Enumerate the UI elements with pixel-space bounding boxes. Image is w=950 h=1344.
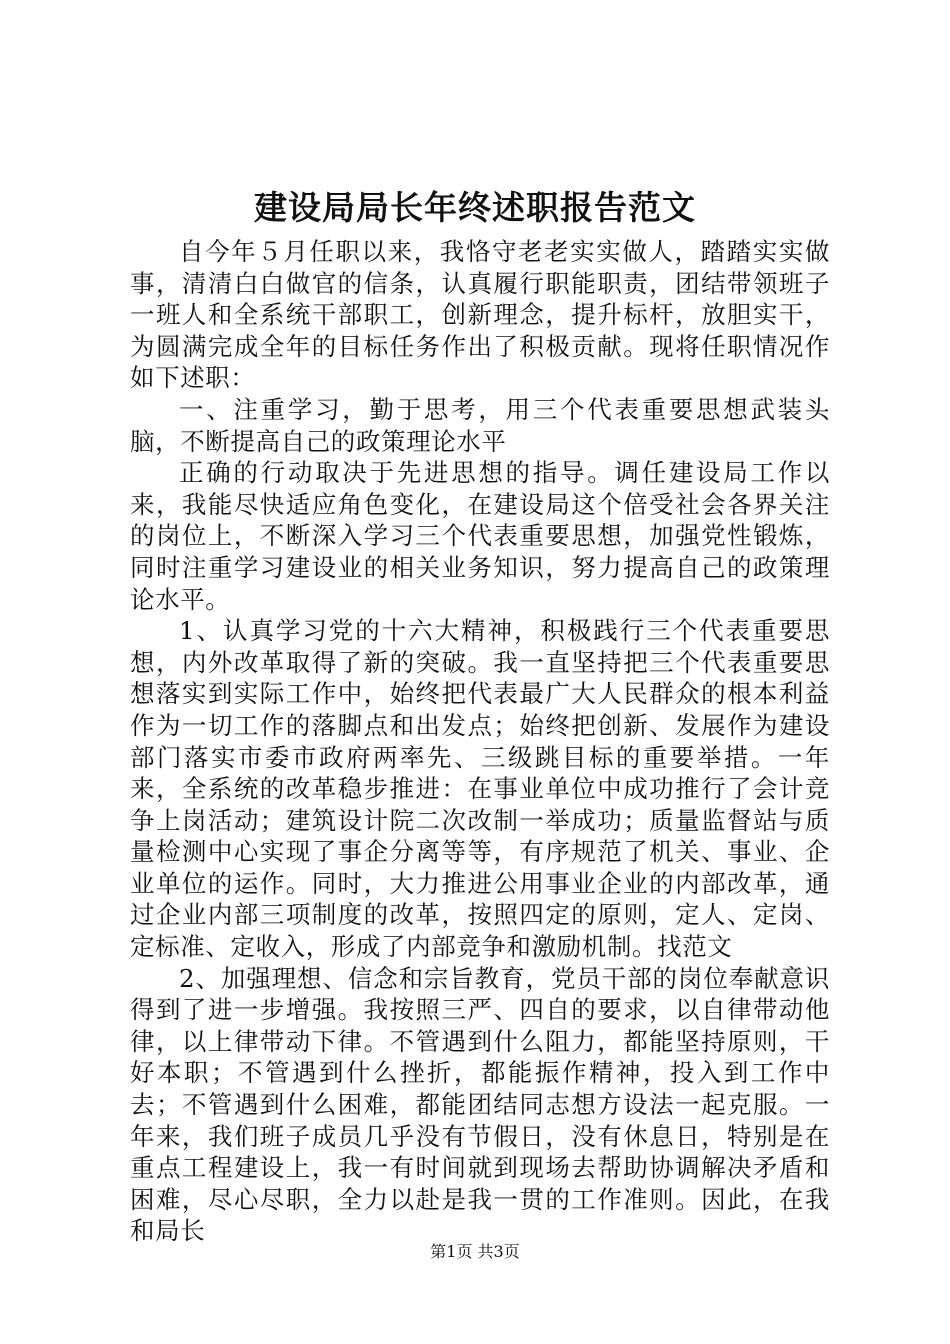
paragraph-point-2: 2、加强理想、信念和宗旨教育，党员干部的岗位奉献意识得到了进一步增强。我按照三严、四自的要求，以自律带动他律，以上律带动下律。不管遇到什么阻力，都能坚持原则，干好本职；不管遇到什么挫折，都能振作精神，投入到工作中去；不管遇到什么困难，都能团结同志想方设法一起克服。一年来，我们班子成员几乎没有节假日，没有休息日，特别是在重点工程建设上，我一有时间就到现场去帮助协调解决矛盾和困难，尽心尽职，全力以赴是我一贯的工作准则。因此，在我和局长 [130,963,830,1246]
page-footer: 第1页 共3页 [430,1242,520,1261]
document-body [130,236,830,1247]
paragraph-section-heading: 一、注重学习，勤于思考，用三个代表重要思想武装头脑，不断提高自己的政策理论水平 [130,394,830,456]
paragraph-intro: 自今年５月任职以来，我恪守老老实实做人，踏踏实实做事，清清白白做官的信条，认真履行职能职责，团结带领班子一班人和全系统干部职工，创新理念，提升标杆，放胆实干，为圆满完成全年的目标任务作出了积极贡献。现将任职情况作如下述职： [130,237,830,393]
paragraph-point-1: 1、认真学习党的十六大精神，积极践行三个代表重要思想，内外改革取得了新的突破。我一直坚持把三个代表重要思想落实到实际工作中，始终把代表最广大人民群众的根本利益作为一切工作的落脚点和出发点；始终把创新、发展作为建设部门落实市委市政府两率先、三级跳目标的重要举措。一年来，全系统的改革稳步推进：在事业单位中成功推行了会计竞争上岗活动；建筑设计院二次改制一举成功；质量监督站与质量检测中心实现了事企分离等等，有序规范了机关、事业、企业单位的运作。同时，大力推进公用事业企业的内部改革，通过企业内部三项制度的改革，按照四定的原则，定人、定岗、定标准、定收入，形成了内部竞争和激励机制。找范文 [130,616,830,962]
document-title: 建设局局长年终述职报告范文 [254,188,696,227]
paragraph-section-body: 正确的行动取决于先进思想的指导。调任建设局工作以来，我能尽快适应角色变化，在建设局这个倍受社会各界关注的岗位上，不断深入学习三个代表重要思想，加强党性锻炼，同时注重学习建设业的相关业务知识，努力提高自己的政策理论水平。 [130,458,830,614]
